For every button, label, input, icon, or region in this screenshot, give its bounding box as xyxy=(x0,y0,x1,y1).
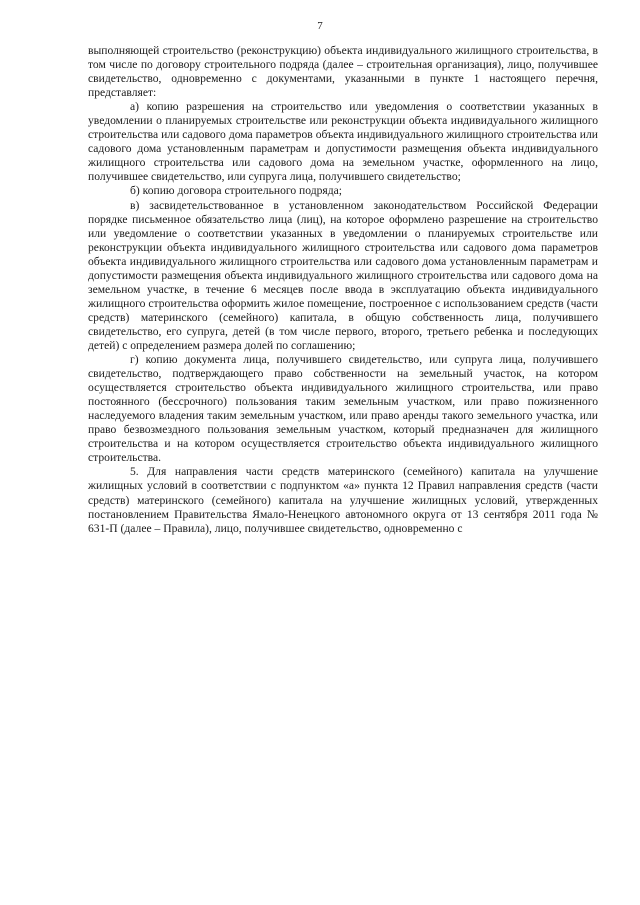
paragraph: б) копию договора строительного подряда; xyxy=(130,184,343,198)
paragraph: а) копию разрешения на строительство или уведомления о соответствии указанных в уведомлении о планируемых строительстве или реконструкции объекта индивидуального жилищного строительства или садового дома параметров объекта индивидуального жилищного строительства или садового дома установленным параметрам и допустимости размещения объекта индивидуального жилищного строительства или садового дома на земельном участке, оформленного на лицо, получившее свидетельство, или супруга лица, получившего свидетельство; xyxy=(88,100,598,184)
paragraph: г) копию документа лица, получившего свидетельство, или супруга лица, получившего свидетельство, подтверждающего право собственности на земельный участок, на котором осуществляется строительство объекта индивидуального жилищного строительства, или право постоянного (бессрочного) пользования таким земельным участком, или право пожизненного наследуемого владения таким земельным участком, или право аренды такого земельного участка, или право безвозмездного пользования земельным участком, который предназначен для жилищного строительства и на котором осуществляется строительство объекта индивидуального жилищного строительства. xyxy=(88,353,598,465)
document-body xyxy=(88,44,598,536)
paragraph: выполняющей строительство (реконструкцию) объекта индивидуального жилищного строительства, в том числе по договору строительного подряда (далее – строительная организация), лицо, получившее свидетельство, одновременно с документами, указанными в пункте 1 настоящего перечня, представляет: xyxy=(88,44,598,100)
paragraph: 5. Для направления части средств материнского (семейного) капитала на улучшение жилищных условий в соответствии с подпунктом «а» пункта 12 Правил направления средств (части средств) материнского (семейного) капитала на улучшение жилищных условий, утвержденных постановлением Правительства Ямало-Ненецкого автономного округа от 13 сентября 2011 года № 631-П (далее – Правила), лицо, получившее свидетельство, одновременно с xyxy=(88,465,598,535)
paragraph: в) засвидетельствованное в установленном законодательством Российской Федерации порядке письменное обязательство лица (лиц), на которое оформлено разрешение на строительство или уведомление о соответствии указанных в уведомлении о планируемых строительстве или реконструкции объекта индивидуального жилищного строительства или садового дома параметров объекта индивидуального жилищного строительства или садового дома установленным параметрам и допустимости размещения объекта индивидуального жилищного строительства или садового дома на земельном участке, в течение 6 месяцев после ввода в эксплуатацию объекта индивидуального жилищного строительства оформить жилое помещение, построенное с использованием средств (части средств) материнского (семейного) капитала, в общую собственность лица, получившего свидетельство, его супруга, детей (в том числе первого, второго, третьего ребенка и последующих детей) с определением размера долей по соглашению; xyxy=(88,198,598,352)
page-number: 7 xyxy=(317,20,323,32)
